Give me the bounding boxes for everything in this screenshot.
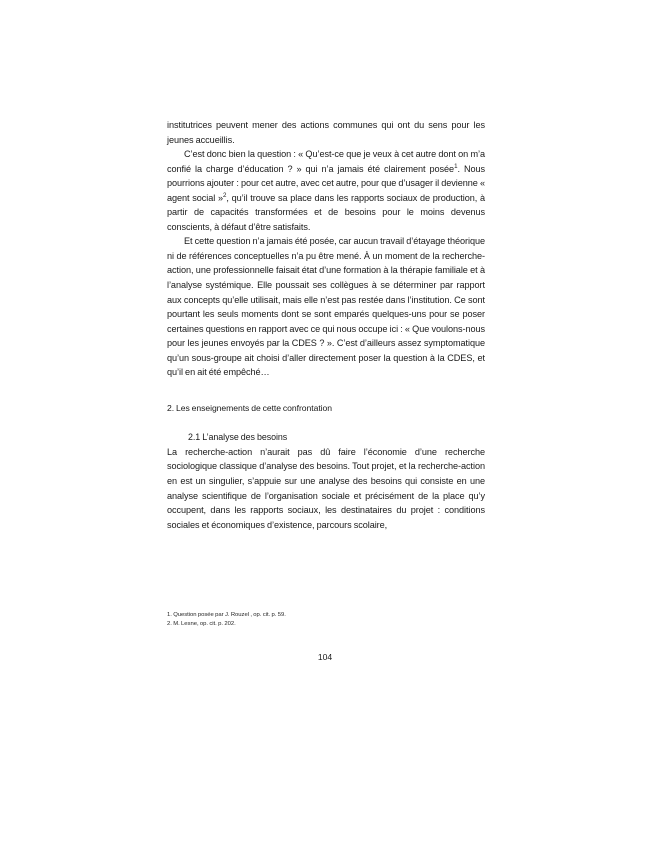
paragraph-question-part2: . Nous pourrions ajouter : pour cet autre, avec cet autre, pour que d’usager il devienne « agent social » — [167, 163, 486, 203]
text-column — [167, 118, 485, 532]
spacer-below-section-heading — [167, 415, 485, 430]
page-number: 104 — [317, 652, 333, 662]
paragraph-etayage: Et cette question n’a jamais été posée, car aucun travail d’étayage théorique ni de références conceptuelles n’a pu être mené. À un moment de la recherche-action, une professionnelle faisait état d’une formation à la thérapie familiale et à l’analyse systémique. Elle poussait ses collègues à se déterminer par rapport aux concepts qu’elle utilisait, mais elle n’est pas restée dans l’institution. Ce sont pourtant les seuls moments dont se sont emparés quelques-uns pour se poser certaines questions en rapport avec ce qui nous occupe ici : « Que voulons-nous pour les jeunes envoyés par la CDES ? ». C’est d’ailleurs assez symptomatique qu’un sous-groupe ait choisi d’aller directement poser la question à la CDES, et qu’il en ait été empêché… — [167, 236, 485, 378]
footnote-marker-2: 2 — [223, 191, 227, 199]
paragraph-question-part3: , qu’il trouve sa place dans les rapports sociaux de production, à partir de capacités transformées et de besoins pour le moins devenus conscients, à défaut d’être satisfaits. — [167, 192, 485, 232]
paragraph-institutrices: institutrices peuvent mener des actions communes qui ont du sens pour les jeunes accueillis. — [167, 120, 485, 145]
paragraph-question-part1: C’est donc bien la question : « Qu’est-ce que je veux à cet autre dont on m’a confié la charge d’éducation ? » qui n’a jamais été clairement posée — [167, 149, 485, 174]
footnotes-block — [167, 606, 485, 630]
paragraph-question — [167, 147, 485, 234]
footnote-1: 1. Question posée par J. Rouzel , op. cit. p. 59. — [167, 612, 286, 618]
footnote-marker-1: 1 — [454, 162, 458, 170]
footnote-2: 2. M. Lesne, op. cit. p. 202. — [167, 621, 236, 628]
subsection-heading: 2.1 L’analyse des besoins — [188, 432, 288, 443]
spacer-above-section-heading — [167, 380, 485, 401]
section-heading: 2. Les enseignements de cette confrontation — [167, 402, 332, 413]
paragraph-analyse-besoins: La recherche-action n’aurait pas dû faire l’économie d’une recherche sociologique classique d’analyse des besoins. Tout projet, et la recherche-action en est un singulier, s’appuie sur une analyse des besoins qui consiste en une analyse scientifique de l’organisation sociale et précisément de la place qu’y occupent, dans les rapports sociaux, les destinataires du projet : conditions sociales et économiques d’existence, parcours scolaire, — [167, 446, 485, 530]
